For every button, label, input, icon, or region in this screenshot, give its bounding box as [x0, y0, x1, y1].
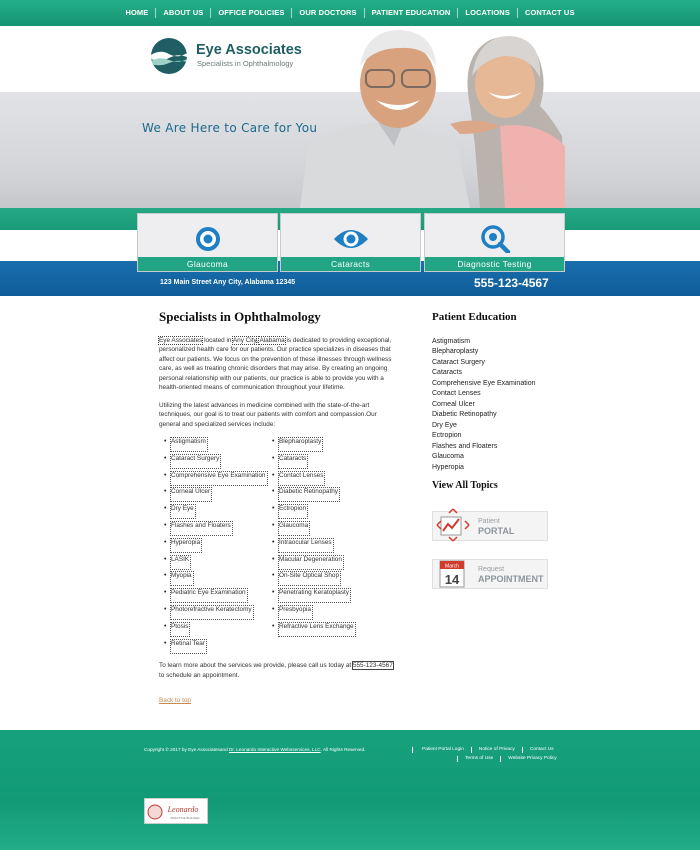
service-box-diagnostic-testing[interactable] — [424, 213, 565, 272]
service-list-item-label[interactable]: Astigmatism — [171, 438, 207, 451]
service-list-item-label[interactable]: Intraocular Lenses — [279, 539, 333, 552]
back-to-top-link[interactable]: Back to top — [159, 697, 191, 705]
intro-text: is dedicated to providing exceptional, personalized health care for our patients. Our practice specializes in diseases that affect our patients. We focus on the prevention of these illnesses through wellness care, as well as treating chronic disorders that may arise. By creating an ongoing personal relationship with our patients, our practice is able to provide you with a health-oriented means of communication throughout your lifetime. — [159, 336, 392, 391]
nav-our-doctors[interactable]: OUR DOCTORS — [291, 8, 363, 18]
topic-link[interactable]: Diabetic Retinopathy — [432, 411, 497, 418]
copyright-text: Copyright © 2017 by Eye Associatesand — [144, 747, 230, 752]
service-list-item — [171, 605, 279, 622]
copyright-text: . All Rights Reserved. — [320, 747, 366, 752]
service-list-item-label[interactable]: Cataract Surgery — [171, 455, 220, 468]
service-list-item — [171, 521, 279, 538]
service-list-item — [279, 504, 355, 521]
topic-link[interactable]: Contact Lenses — [432, 390, 481, 397]
closing-text: to schedule an appointment. — [159, 671, 240, 679]
service-list-item — [279, 454, 355, 471]
service-label: Diagnostic Testing — [425, 257, 564, 271]
service-list-item — [279, 521, 355, 538]
service-list-item-label[interactable]: Refractive Lens Exchange — [279, 623, 355, 636]
service-list-item-label[interactable]: Corneal Ulcer — [171, 488, 211, 501]
appointment-line1: Request — [478, 566, 505, 573]
main-content — [159, 309, 394, 706]
service-list-item-label[interactable]: Myopia — [171, 572, 193, 585]
portal-line2: PORTAL — [478, 526, 515, 536]
service-list-item-label[interactable]: Hyperopia — [171, 539, 201, 552]
state-name: Alabama — [259, 336, 285, 344]
topic-link[interactable]: Flashes and Floaters — [432, 442, 498, 450]
topic-link[interactable]: Glaucoma — [432, 453, 464, 460]
hero-couple-photo — [300, 26, 565, 208]
service-list-item — [279, 487, 355, 504]
intro-text: , — [256, 336, 260, 344]
service-list-item-label[interactable]: Blepharoplasty — [279, 438, 322, 451]
service-list-item — [171, 454, 279, 471]
topic-link[interactable]: Hyperopia — [432, 463, 464, 471]
service-list-item-label[interactable]: Contact Lenses — [279, 472, 324, 485]
service-list-item-label[interactable]: Cataracts — [279, 455, 307, 468]
service-list-item — [279, 571, 355, 588]
appointment-line2: APPOINTMENT — [478, 574, 544, 584]
request-appointment-button[interactable] — [432, 559, 548, 589]
badge-subtext: PRACTICE BUILDER — [170, 816, 200, 820]
copyright-link[interactable]: Dr. Leonardo Interactive Websservices, LLC — [229, 747, 321, 752]
service-list-item — [279, 538, 355, 555]
service-list-item-label[interactable]: Macular Degeneration — [279, 556, 343, 569]
city-name: Any City — [232, 336, 257, 344]
service-list-item-label[interactable]: Diabetic Retinopathy — [279, 488, 339, 501]
sidebar — [432, 312, 562, 492]
service-list-item — [171, 571, 279, 588]
page-title: Specialists in Ophthalmology — [159, 309, 321, 324]
nav-office-policies[interactable]: OFFICE POLICIES — [210, 8, 291, 18]
service-list-item — [171, 471, 279, 488]
service-list-item — [171, 487, 279, 504]
service-list-item-label[interactable]: Glaucoma — [279, 522, 309, 535]
service-list-item-label[interactable]: On-Site Optical Shop — [279, 572, 340, 585]
service-label: Cataracts — [281, 257, 420, 271]
topic-link[interactable]: Cataract Surgery — [432, 358, 485, 366]
sidebar-heading: Patient Education — [432, 311, 517, 323]
service-list-item-label[interactable]: Pediatric Eye Examination — [171, 589, 247, 602]
practice-builder-badge[interactable] — [144, 798, 208, 824]
services-column-2 — [279, 437, 355, 655]
patient-portal-button[interactable] — [432, 511, 548, 541]
service-list-item — [171, 588, 279, 605]
calendar-day: 14 — [444, 572, 460, 587]
services-column-1 — [171, 437, 279, 655]
topic-list — [432, 337, 562, 474]
topic-link[interactable]: Corneal Ulcer — [432, 400, 475, 408]
logo-subtitle: Specialists in Ophthalmology — [197, 59, 294, 68]
nav-locations[interactable]: LOCATIONS — [457, 8, 517, 18]
view-all-topics-link[interactable]: View All Topics — [432, 480, 498, 491]
services-intro: Utilizing the latest advances in medicine combined with the state-of-the-art techniques, our goal is to treat our patients with comfort and compassion.Our general and specialized services include: — [159, 401, 377, 428]
service-list-item-label[interactable]: Photorefractive Keratectomy — [171, 606, 253, 619]
topic-link[interactable]: Dry Eye — [432, 421, 457, 429]
service-box-glaucoma[interactable] — [137, 213, 278, 272]
topic-link[interactable]: Ectropion — [432, 432, 462, 439]
topic-link[interactable]: Cataracts — [432, 369, 462, 376]
footer-link-notice-of-privacy[interactable]: Notice of Privacy — [471, 747, 522, 753]
service-list-item — [279, 555, 355, 572]
closing-paragraph — [159, 661, 394, 680]
service-list-item-label[interactable]: Presbyopia — [279, 606, 312, 619]
service-list-item — [171, 437, 279, 454]
service-list-item-label[interactable]: LASIK — [171, 556, 190, 569]
office-phone[interactable]: 555-123-4567 — [474, 276, 549, 290]
service-list-item-label[interactable]: Ptosis — [171, 623, 189, 636]
service-list-item-label[interactable]: Ectropion — [279, 505, 307, 518]
service-list-item — [171, 538, 279, 555]
service-label: Glaucoma — [138, 257, 277, 271]
calendar-month: March — [445, 563, 459, 570]
footer-link-website-privacy-policy[interactable]: Website Privacy Policy — [500, 756, 563, 762]
logo-title: Eye Associates — [196, 42, 302, 58]
service-list-item — [279, 588, 355, 605]
copyright — [144, 747, 365, 752]
service-list-item — [279, 437, 355, 454]
service-list-item-label[interactable]: Dry Eye — [171, 505, 195, 518]
service-list-item — [279, 622, 355, 639]
service-list-item-label[interactable]: Flashes and Floaters — [171, 522, 232, 535]
services-list — [171, 437, 394, 655]
hero-tagline: We Are Here to Care for You — [142, 121, 318, 135]
service-list-item-label[interactable]: Comprehensive Eye Examination — [171, 472, 267, 485]
top-navigation — [0, 0, 700, 26]
service-list-item — [171, 639, 279, 656]
service-list-item — [171, 504, 279, 521]
nav-home[interactable]: HOME — [125, 8, 149, 17]
topic-link[interactable]: Comprehensive Eye Examination — [432, 379, 536, 387]
footer-link-contact-us[interactable]: Contact Us — [522, 747, 561, 753]
intro-text: located in — [202, 336, 233, 344]
service-list-item — [279, 605, 355, 622]
footer-link-terms-of-use[interactable]: Terms of Use — [457, 756, 500, 762]
nav-patient-education[interactable]: PATIENT EDUCATION — [364, 8, 458, 18]
closing-phone[interactable]: 555-123-4567 — [352, 662, 393, 670]
nav-contact-us[interactable]: CONTACT US — [517, 8, 582, 18]
topic-link[interactable]: Astigmatism — [432, 337, 471, 345]
service-list-item-label[interactable]: Penetrating Keratoplasty — [279, 589, 350, 602]
nav-about-us[interactable]: ABOUT US — [155, 8, 210, 18]
footer-link-patient-portal-login[interactable]: Patient Portal Login — [412, 747, 471, 753]
badge-text: Leonardo — [167, 805, 199, 814]
service-list-item — [171, 555, 279, 572]
logo-wave-icon — [151, 38, 187, 74]
service-box-cataracts[interactable] — [280, 213, 421, 272]
service-list-item — [279, 471, 355, 488]
eye-icon — [333, 225, 369, 253]
service-list-item — [171, 622, 279, 639]
footer-links-row2 — [457, 756, 564, 762]
practice-name: Eye Associates — [159, 336, 203, 344]
eye-outline-icon — [190, 225, 226, 253]
calendar-icon — [435, 555, 471, 591]
eye-search-icon — [477, 225, 513, 253]
portal-chart-icon — [435, 507, 471, 543]
footer — [0, 730, 700, 850]
service-list-item-label[interactable]: Retinal Tear — [171, 640, 206, 653]
topic-link[interactable]: Blepharoplasty — [432, 348, 479, 355]
intro-paragraph — [159, 336, 394, 393]
footer-links-row1 — [412, 747, 561, 753]
closing-text: To learn more about the services we provide, please call us today at — [159, 662, 353, 670]
leonardo-logo-icon — [145, 799, 209, 825]
portal-line1: Patient — [478, 518, 500, 525]
office-address: 123 Main Street Any City, Alabama 12345 — [160, 279, 296, 286]
